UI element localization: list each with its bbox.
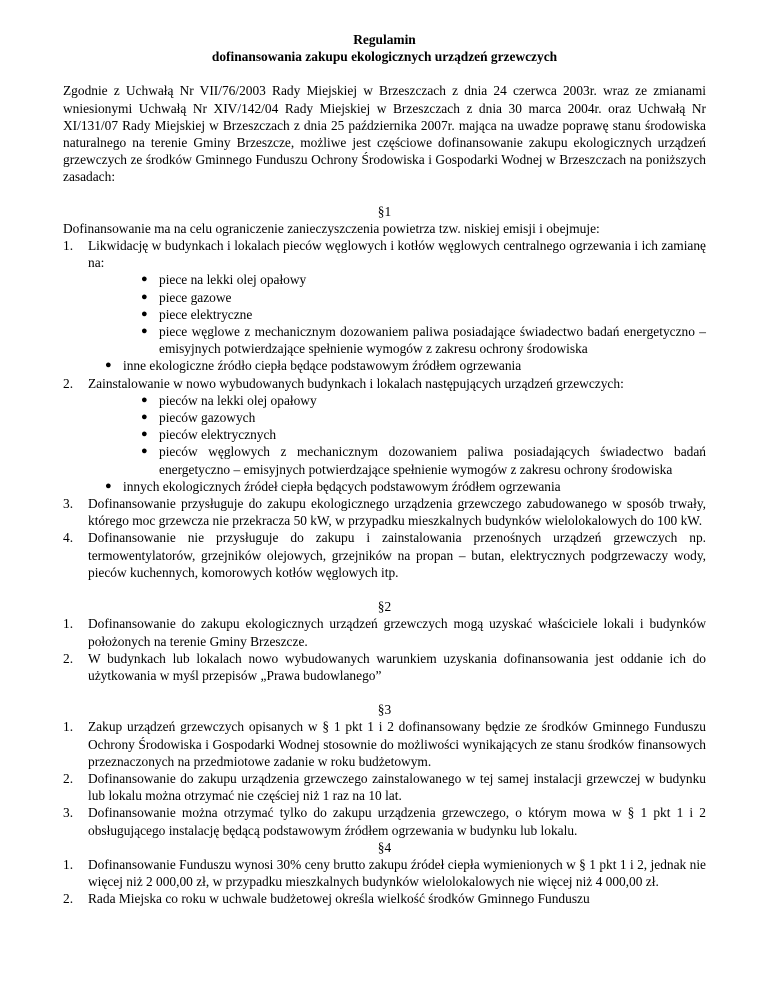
section-heading: §1 xyxy=(377,203,392,219)
document-title xyxy=(63,31,706,65)
bullet-list xyxy=(88,392,706,478)
bullet-icon: ● xyxy=(105,359,112,372)
bullet-item xyxy=(88,478,706,495)
item-text: Likwidację w budynkach i lokalach pieców węglowych i kotłów węglowych centralnego ogrzewania i ich zamianę na: xyxy=(88,238,706,271)
item-text: Dofinansowanie Funduszu wynosi 30% ceny brutto zakupu źródeł ciepła wymienionych w § 1 pkt 1 i 2, jednak nie więcej niż 2 000,00 zł, w przypadku mieszkalnych budynków wielolokalowych nie więcej niż 4 000,00 zł. xyxy=(88,856,706,890)
item-number: 3. xyxy=(63,496,74,512)
bullet-item xyxy=(88,289,706,306)
bullet-text: piece na lekki olej opałowy xyxy=(159,272,307,288)
numbered-list xyxy=(63,615,706,684)
bullet-list xyxy=(88,478,706,495)
list-item xyxy=(63,890,706,907)
bullet-item xyxy=(88,271,706,288)
item-text: Dofinansowanie nie przysługuje do zakupu i zainstalowania przenośnych urządzeń grzewczych np. termowentylatorów, grzejników olejowych, grzejników na propan – butan, elektrycznych podgrzewaczy wody, pieców kuchennych, komorowych kotłów węglowych itp. xyxy=(88,530,706,580)
bullet-text: pieców węglowych z mechanicznym dozowaniem paliwa posiadających świadectwo badań energetyczno – emisyjnych potwierdzające spełnienie wymogów z zakresu ochrony środowiska xyxy=(159,444,706,477)
bullet-text: piece elektryczne xyxy=(159,306,253,322)
item-number: 4. xyxy=(63,530,74,546)
item-number: 2. xyxy=(63,650,74,666)
list-item xyxy=(63,770,706,804)
bullet-icon: ● xyxy=(141,445,148,458)
bullet-text: pieców na lekki olej opałowy xyxy=(159,392,317,408)
bullet-item xyxy=(88,443,706,477)
bullet-text: piece gazowe xyxy=(159,289,232,305)
section-heading: §2 xyxy=(377,599,392,615)
bullet-list xyxy=(88,271,706,357)
list-item xyxy=(63,856,706,890)
item-text: Dofinansowanie do zakupu urządzenia grzewczego zainstalowanego w tej samej instalacji grzewczej w budynku lub lokalu można otrzymać nie częściej niż 1 raz na 10 lat. xyxy=(88,770,706,804)
title-line-1: Regulamin xyxy=(353,32,416,47)
numbered-list xyxy=(63,718,706,838)
bullet-item xyxy=(88,357,706,374)
bullet-text: pieców elektrycznych xyxy=(159,427,277,443)
item-text: Dofinansowanie do zakupu ekologicznych urządzeń grzewczych mogą uzyskać właściciele lokali i budynków położonych na terenie Gminy Brzeszcze. xyxy=(88,616,706,649)
item-number: 2. xyxy=(63,375,74,391)
section-4 xyxy=(63,839,706,908)
item-text: Zainstalowanie w nowo wybudowanych budynkach i lokalach następujących urządzeń grzewczych: xyxy=(88,375,624,391)
bullet-item xyxy=(88,306,706,323)
item-text: Rada Miejska co roku w uchwale budżetowej określa wielkość środków Gminnego Funduszu xyxy=(88,891,590,907)
intro-paragraph: Zgodnie z Uchwałą Nr VII/76/2003 Rady Miejskiej w Brzeszczach z dnia 24 czerwca 2003r. wraz ze zmianami wniesionymi Uchwałą Nr XIV/142/04 Rady Miejskiej w Brzeszczach z dnia 30 marca 2004r. oraz Uchwałą Nr XI/131/07 Rady Miejskiej w Brzeszczach z dnia 25 października 2007r. mająca na uwadze poprawę stanu środowiska naturalnego na terenie Gminy Brzeszcze, możliwe jest częściowe dofinansowanie zakupu ekologicznych urządzeń grzewczych ze środków Gminnego Funduszu Ochrony Środowiska i Gospodarki Wodnej w Brzeszczach na poniższych zasadach: xyxy=(63,83,706,185)
list-item xyxy=(63,804,706,838)
bullet-icon: ● xyxy=(105,479,112,492)
numbered-list xyxy=(63,237,706,581)
document-page xyxy=(63,31,706,908)
bullet-text: innych ekologicznych źródeł ciepła będących podstawowym źródłem ogrzewania xyxy=(123,478,561,494)
item-number: 1. xyxy=(63,856,74,872)
bullet-list xyxy=(88,357,706,374)
item-number: 2. xyxy=(63,770,74,786)
section-1 xyxy=(63,203,706,581)
title-line-2: dofinansowania zakupu ekologicznych urządzeń grzewczych xyxy=(211,49,558,65)
bullet-icon: ● xyxy=(141,393,148,406)
bullet-item xyxy=(88,323,706,357)
list-item xyxy=(63,529,706,581)
numbered-list xyxy=(63,856,706,908)
bullet-item xyxy=(88,426,706,443)
list-item xyxy=(63,650,706,684)
item-number: 1. xyxy=(63,719,74,735)
item-text: Dofinansowanie można otrzymać tylko do zakupu urządzenia grzewczego, o którym mowa w § 1 pkt 1 i 2 obsługującego instalację będącą podstawowym źródłem ogrzewania w budynku lub lokalu. xyxy=(88,805,706,838)
bullet-item xyxy=(88,392,706,409)
bullet-item xyxy=(88,409,706,426)
list-item xyxy=(63,615,706,649)
bullet-icon: ● xyxy=(141,307,148,320)
section-heading: §3 xyxy=(377,702,392,718)
list-item xyxy=(63,718,706,770)
section-lead: Dofinansowanie ma na celu ograniczenie zanieczyszczenia powietrza tzw. niskiej emisji i obejmuje: xyxy=(63,220,600,236)
bullet-icon: ● xyxy=(141,411,148,424)
section-3 xyxy=(63,701,706,839)
item-text: W budynkach lub lokalach nowo wybudowanych warunkiem uzyskania dofinansowania jest oddanie ich do użytkowania w myśl przepisów „Prawa budowlanego” xyxy=(88,650,706,683)
list-item xyxy=(63,375,706,495)
bullet-text: pieców gazowych xyxy=(159,410,256,426)
item-number: 1. xyxy=(63,616,74,632)
bullet-text: inne ekologiczne źródło ciepła będące podstawowym źródłem ogrzewania xyxy=(123,358,522,374)
item-number: 2. xyxy=(63,891,74,907)
bullet-icon: ● xyxy=(141,428,148,441)
bullet-icon: ● xyxy=(141,325,148,338)
bullet-text: piece węglowe z mechanicznym dozowaniem paliwa posiadające świadectwo badań energetyczno – emisyjnych potwierdzające spełnienie wymogów z zakresu ochrony środowiska xyxy=(159,324,706,357)
section-2 xyxy=(63,598,706,684)
bullet-icon: ● xyxy=(141,273,148,286)
list-item xyxy=(63,495,706,529)
item-text: Zakup urządzeń grzewczych opisanych w § 1 pkt 1 i 2 dofinansowany będzie ze środków Gminnego Funduszu Ochrony Środowiska i Gospodarki Wodnej stosownie do możliwości wynikających ze stanu środków finansowych przeznaczonych na przedmiotowe zadanie w roku budżetowym. xyxy=(88,719,706,769)
item-number: 1. xyxy=(63,238,74,254)
item-number: 3. xyxy=(63,805,74,821)
item-text: Dofinansowanie przysługuje do zakupu ekologicznego urządzenia grzewczego zabudowanego w sposób trwały, którego moc grzewcza nie przekracza 50 kW, w przypadku mieszkalnych budynków wielolokalowych do 100 kW. xyxy=(88,496,706,529)
bullet-icon: ● xyxy=(141,290,148,303)
section-heading: §4 xyxy=(377,839,392,855)
list-item xyxy=(63,237,706,375)
